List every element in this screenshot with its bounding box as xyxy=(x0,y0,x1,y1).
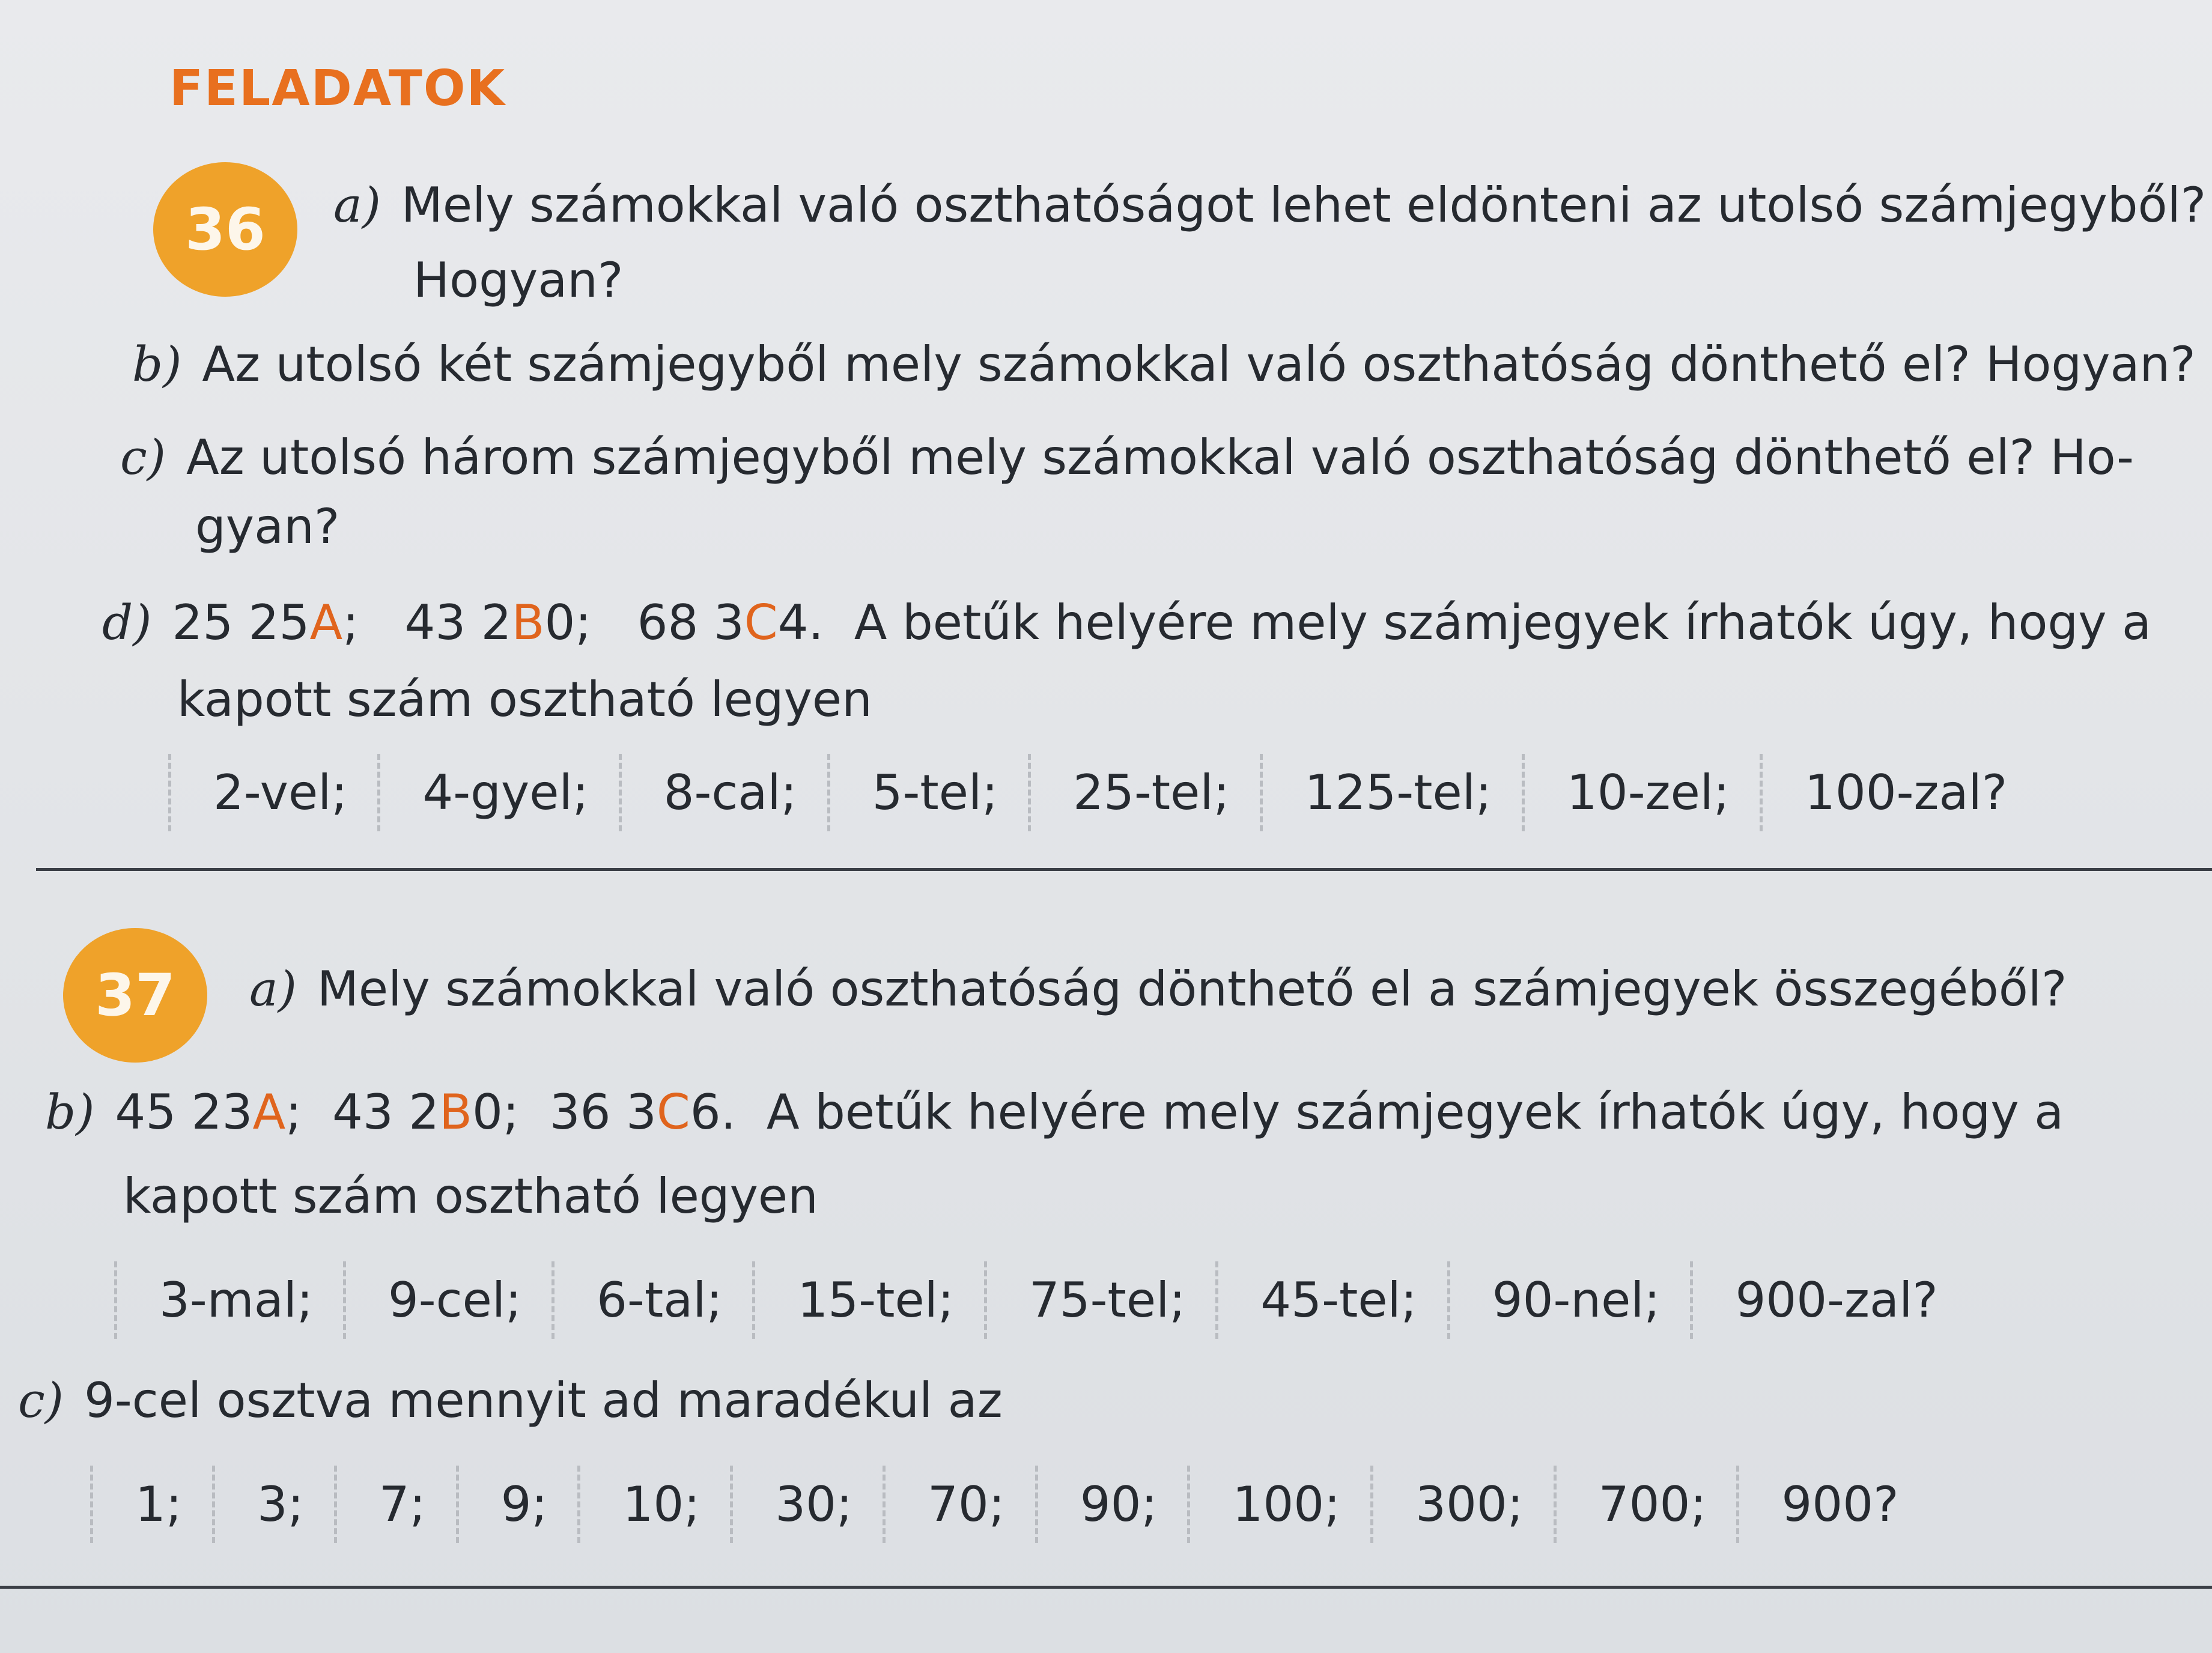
task-36d-number-2: 43 2B0; xyxy=(404,595,592,651)
variable-letter: B xyxy=(511,595,545,651)
task-36a-line-1 xyxy=(333,177,2206,233)
task-36b-line xyxy=(132,336,2196,392)
task-36d-line-1 xyxy=(102,595,2151,651)
task-36a-line-2: Hogyan? xyxy=(413,252,624,308)
option-item: 90-nel; xyxy=(1447,1261,1691,1339)
option-item: 90; xyxy=(1035,1466,1188,1543)
option-item: 1; xyxy=(90,1466,212,1543)
task-37a-text: Mely számokkal való oszthatóság dönthető el a számjegyek összegéből? xyxy=(317,961,2067,1017)
bottom-divider xyxy=(0,1586,2212,1589)
task-36d-number-1: 25 25A; xyxy=(172,595,359,651)
task-37c-label: c) xyxy=(18,1372,64,1428)
task-36a-text: Mely számokkal való oszthatóságot lehet eldönteni az utolsó számjegyből? xyxy=(401,177,2207,233)
variable-letter: B xyxy=(439,1084,473,1140)
option-item: 75-tel; xyxy=(984,1261,1215,1339)
task-37b-line-1 xyxy=(45,1084,2064,1140)
task-36-badge: 36 xyxy=(153,162,297,297)
task-37b-text: A betűk helyére mely számjegyek írhatók úgy, hogy a xyxy=(766,1084,2064,1140)
option-item: 3-mal; xyxy=(114,1261,343,1339)
task-37b-number-3: 36 3C6. xyxy=(549,1084,737,1140)
task-37b-line-2: kapott szám osztható legyen xyxy=(123,1168,818,1224)
option-item: 10-zel; xyxy=(1522,754,1760,831)
option-item: 70; xyxy=(883,1466,1035,1543)
task-36d-label: d) xyxy=(102,595,152,651)
variable-letter: A xyxy=(309,595,343,651)
option-item: 100; xyxy=(1187,1466,1370,1543)
task-37b-label: b) xyxy=(45,1084,95,1140)
option-item: 300; xyxy=(1370,1466,1554,1543)
task-37a-label: a) xyxy=(249,961,297,1017)
task-37b-options xyxy=(114,1261,1968,1339)
option-item: 4-gyel; xyxy=(377,754,618,831)
option-item: 10; xyxy=(577,1466,730,1543)
task-36b-text: Az utolsó két számjegyből mely számokkal való oszthatóság dönthető el? Hogyan? xyxy=(202,336,2196,392)
option-item: 900-zal? xyxy=(1690,1261,1967,1339)
task-36d-number-3: 68 3C4. xyxy=(637,595,824,651)
task-36d-text: A betűk helyére mely számjegyek írhatók úgy, hogy a xyxy=(854,595,2151,651)
variable-letter: C xyxy=(656,1084,690,1140)
option-item: 900? xyxy=(1736,1466,1928,1543)
option-item: 45-tel; xyxy=(1215,1261,1447,1339)
task-37c-text: 9-cel osztva mennyit ad maradékul az xyxy=(84,1372,1003,1428)
variable-letter: A xyxy=(252,1084,286,1140)
task-36c-line-2: gyan? xyxy=(195,499,340,554)
option-item: 3; xyxy=(212,1466,334,1543)
task-37a-line xyxy=(249,961,2067,1017)
option-item: 2-vel; xyxy=(168,754,377,831)
task-36c-label: c) xyxy=(120,429,166,485)
option-item: 25-tel; xyxy=(1028,754,1259,831)
option-item: 5-tel; xyxy=(827,754,1029,831)
variable-letter: C xyxy=(744,595,778,651)
task-36a-label: a) xyxy=(333,177,381,233)
task-36c-text: Az utolsó három számjegyből mely számokkal való oszthatóság dönthető el? Ho- xyxy=(186,429,2135,485)
task-37b-number-2: 43 2B0; xyxy=(332,1084,519,1140)
section-heading: FELADATOK xyxy=(169,60,506,117)
task-36c-line-1 xyxy=(120,429,2134,485)
option-item: 9; xyxy=(456,1466,578,1543)
option-item: 700; xyxy=(1554,1466,1737,1543)
option-item: 7; xyxy=(334,1466,456,1543)
task-36d-options xyxy=(168,754,2037,831)
option-item: 15-tel; xyxy=(752,1261,983,1339)
task-37-badge: 37 xyxy=(63,928,207,1063)
option-item: 30; xyxy=(730,1466,883,1543)
option-item: 9-cel; xyxy=(343,1261,551,1339)
task-37b-number-1: 45 23A; xyxy=(115,1084,302,1140)
task-36d-line-2: kapott szám osztható legyen xyxy=(177,672,872,727)
task-36b-label: b) xyxy=(132,336,182,392)
option-item: 100-zal? xyxy=(1760,754,2037,831)
task-37c-options xyxy=(90,1466,1929,1543)
section-divider xyxy=(36,868,2212,871)
option-item: 6-tal; xyxy=(551,1261,752,1339)
option-item: 125-tel; xyxy=(1260,754,1522,831)
option-item: 8-cal; xyxy=(619,754,827,831)
task-37c-line xyxy=(18,1372,1003,1428)
